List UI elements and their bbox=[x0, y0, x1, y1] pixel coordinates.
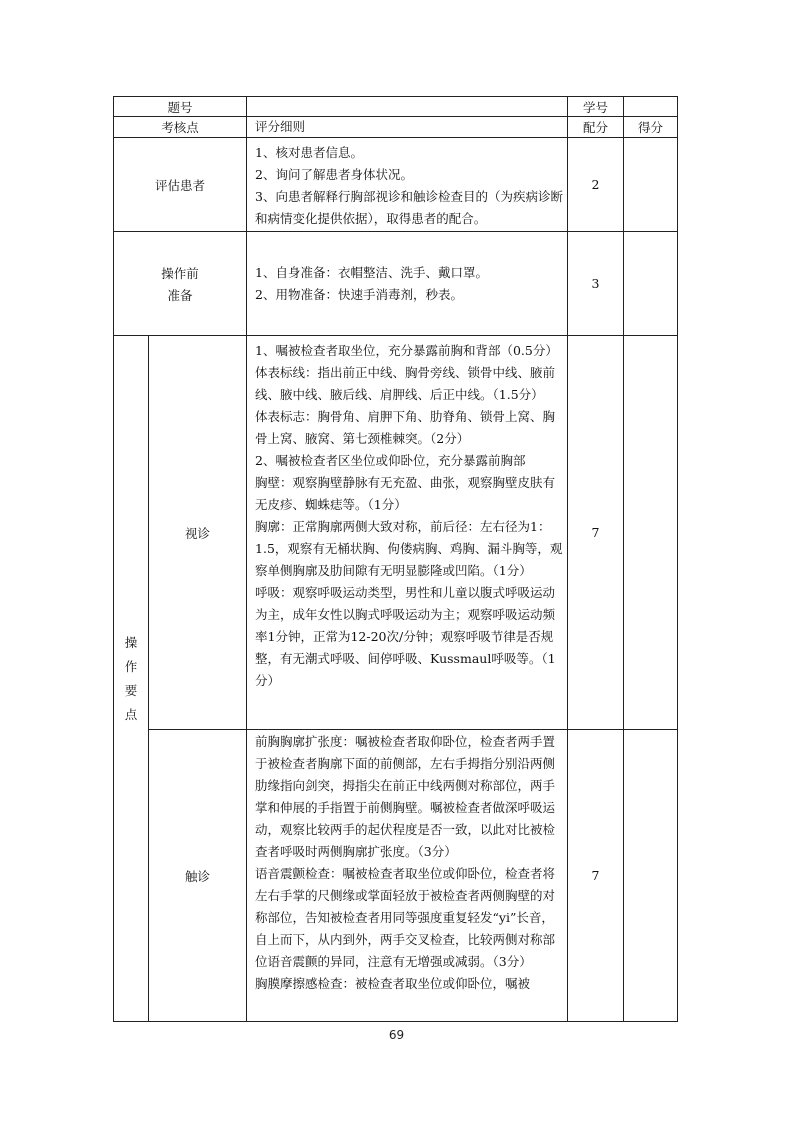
detail-line: 2、嘱被检查者区坐位或仰卧位，充分暴露前胸部 bbox=[255, 453, 526, 468]
detail-inspect bbox=[247, 336, 568, 730]
scoring-table bbox=[113, 96, 678, 1022]
point-prep-line: 操作前 bbox=[161, 265, 199, 281]
point-op-char: 要 bbox=[124, 682, 138, 698]
got-assess[interactable] bbox=[624, 138, 678, 232]
point-prep bbox=[114, 232, 247, 336]
score-prep: 3 bbox=[568, 232, 624, 336]
detail-line: 1、核对患者信息。 bbox=[255, 145, 363, 160]
detail-line: 体表标线：指出前正中线、胸骨旁线、锁骨中线、腋前线、腋中线、腋后线、肩胛线、后正中线。（1.5分） bbox=[255, 365, 556, 402]
got-inspect[interactable] bbox=[624, 336, 678, 730]
score-palpate: 7 bbox=[568, 730, 624, 1022]
detail-line: 1、自身准备：衣帽整洁、洗手、戴口罩。 bbox=[255, 264, 488, 280]
table-row bbox=[114, 232, 678, 336]
table-row bbox=[114, 117, 678, 138]
point-prep-line: 准备 bbox=[167, 287, 193, 303]
detail-line: 前胸胸廓扩张度：嘱被检查者取仰卧位，检查者两手置于被检查者胸廓下面的前侧部，左右手拇指分别沿两侧肋缘指向剑突，拇指尖在前正中线两侧对称部位，两手掌和伸展的手指置于前侧胸壁。嘱被检查者做深呼吸运动，观察比较两手的起伏程度是否一致，以此对比被检查者呼吸时两侧胸廓扩张度。（3分） bbox=[255, 734, 556, 859]
detail-assess bbox=[247, 138, 568, 232]
detail-line: 胸壁：观察胸壁静脉有无充盈、曲张，观察胸壁皮肤有无皮疹、蜘蛛痣等。（1分） bbox=[255, 475, 556, 512]
col-header-score: 配分 bbox=[568, 117, 624, 138]
point-op-char: 操 bbox=[124, 634, 138, 650]
page-number: 69 bbox=[388, 1028, 405, 1042]
detail-line: 体表标志：胸骨角、肩胛下角、肋脊角、锁骨上窝、胸骨上窝、腋窝、第七颈椎棘突。（2分） bbox=[255, 409, 556, 446]
detail-line: 2、询问了解患者身体状况。 bbox=[255, 167, 413, 182]
table-row bbox=[114, 336, 678, 730]
detail-line: 胸膜摩擦感检查：被检查者取坐位或仰卧位，嘱被 bbox=[255, 976, 531, 991]
student-id-value[interactable] bbox=[624, 97, 678, 117]
title-label: 题号 bbox=[114, 97, 247, 117]
point-op-char: 作 bbox=[124, 658, 138, 674]
point-palpate: 触诊 bbox=[149, 730, 247, 1022]
title-value[interactable] bbox=[247, 97, 568, 117]
table-row bbox=[114, 97, 678, 117]
table-row bbox=[114, 138, 678, 232]
detail-palpate bbox=[247, 730, 568, 1022]
detail-prep bbox=[247, 232, 568, 336]
point-op bbox=[114, 336, 149, 1022]
score-assess: 2 bbox=[568, 138, 624, 232]
col-header-point: 考核点 bbox=[114, 117, 247, 138]
detail-line: 3、向患者解释行胸部视诊和触诊检查目的（为疾病诊断和病情变化提供依据），取得患者的配合。 bbox=[255, 189, 563, 226]
table-row bbox=[114, 730, 678, 1022]
point-op-char: 点 bbox=[124, 706, 138, 722]
point-assess: 评估患者 bbox=[114, 138, 247, 232]
col-header-got: 得分 bbox=[624, 117, 678, 138]
got-palpate[interactable] bbox=[624, 730, 678, 1022]
detail-line: 1、嘱被检查者取坐位，充分暴露前胸和背部（0.5分） bbox=[255, 343, 558, 358]
detail-line: 胸廓：正常胸廓两侧大致对称，前后径：左右径为1：1.5，观察有无桶状胸、佝偻病胸、鸡胸、漏斗胸等，观察单侧胸廓及肋间隙有无明显膨隆或凹陷。（1分） bbox=[255, 519, 563, 578]
got-prep[interactable] bbox=[624, 232, 678, 336]
point-inspect: 视诊 bbox=[149, 336, 247, 730]
detail-line: 语音震颤检查：嘱被检查者取坐位或仰卧位，检查者将左右手掌的尺侧缘或掌面轻放于被检查者两侧胸壁的对称部位，告知被检查者用同等强度重复轻发“yi”长音，自上而下，从内到外，两手交叉检查，比较两侧对称部位语音震颤的异同，注意有无增强或减弱。（3分） bbox=[255, 866, 556, 969]
detail-line: 呼吸：观察呼吸运动类型，男性和儿童以腹式呼吸运动为主，成年女性以胸式呼吸运动为主；观察呼吸运动频率1分钟，正常为12-20次/分钟；观察呼吸节律是否规整，有无潮式呼吸、间停呼吸、Kussmaul呼吸等。（1分） bbox=[255, 585, 556, 688]
detail-line: 2、用物准备：快速手消毒剂，秒表。 bbox=[255, 286, 463, 302]
student-id-label: 学号 bbox=[568, 97, 624, 117]
score-inspect: 7 bbox=[568, 336, 624, 730]
col-header-detail: 评分细则 bbox=[247, 117, 568, 138]
